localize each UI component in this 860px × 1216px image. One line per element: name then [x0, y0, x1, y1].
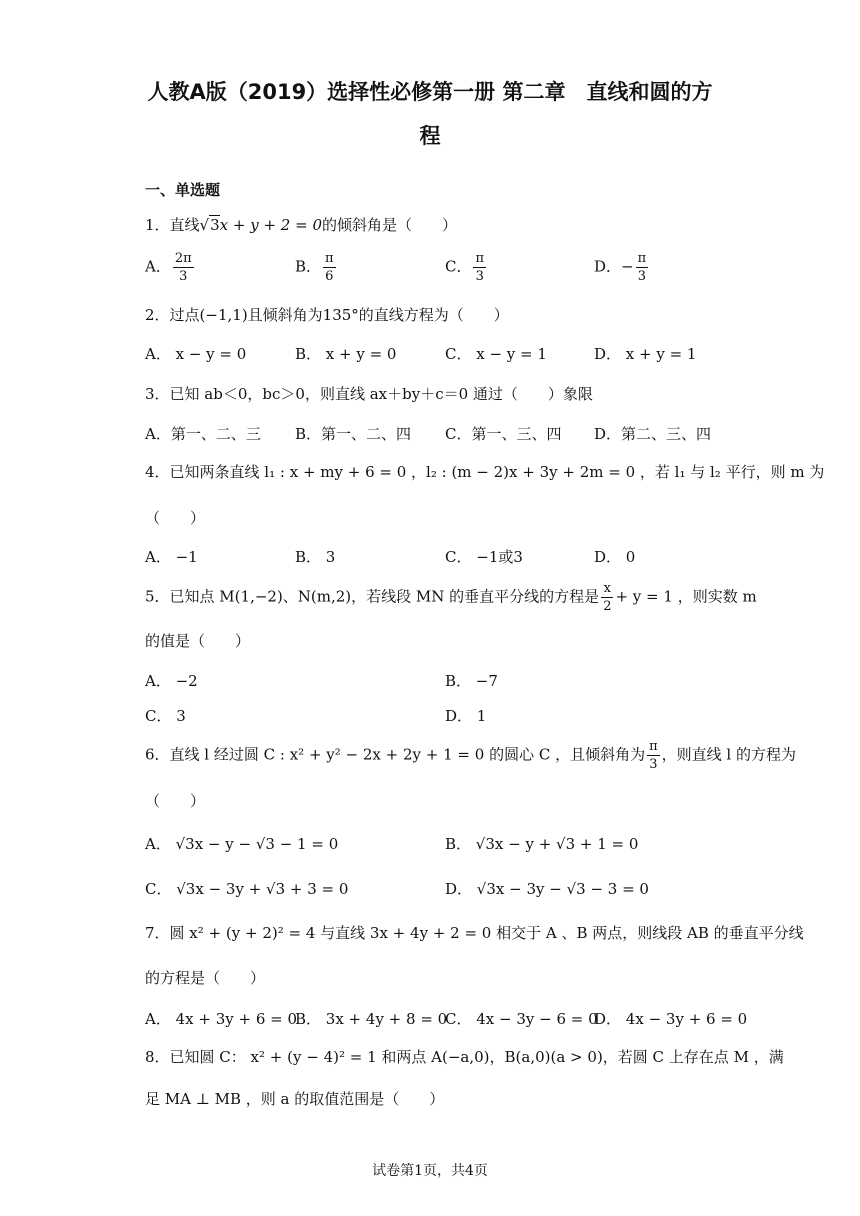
- q7-option-d[interactable]: D． 4x − 3y + 6 = 0: [594, 1010, 748, 1028]
- q1-option-b[interactable]: B． $\frac{\pi}{6}$: [295, 251, 334, 284]
- question-1-stem: [145, 214, 457, 235]
- question-6-stem: 6．直线 l 经过圆 C : x² + y² − 2x + 2y + 1 = 0 的圆心 C ，且倾斜角为 $\frac{\pi}{3}$ ，则直线 l 的方程为: [145, 739, 796, 772]
- q1-pre: 1．直线: [145, 216, 200, 234]
- q6-option-d[interactable]: D． √3x − 3y − √3 − 3 = 0: [445, 880, 649, 898]
- q3-option-a[interactable]: A．第一、二、三: [145, 425, 261, 443]
- q2-option-d[interactable]: D． x + y = 1: [594, 345, 697, 363]
- q6-option-c[interactable]: C． √3x − 3y + √3 + 3 = 0: [145, 880, 349, 898]
- question-4-stem: 4．已知两条直线 l₁ : x + my + 6 = 0 ，l₂ : (m − 2)x + 3y + 2m = 0 ，若 l₁ 与 l₂ 平行，则 m 为: [145, 463, 825, 481]
- question-5-stem: 5．已知点 M(1,−2)、N(m,2)，若线段 MN 的垂直平分线的方程是 $\frac{x}{2}$ + y = 1 ，则实数 m: [145, 581, 757, 614]
- q3-option-d[interactable]: D．第二、三、四: [594, 425, 712, 443]
- q4-option-c[interactable]: C． −1或3: [445, 548, 523, 566]
- question-2-stem: 2．过点(−1,1)且倾斜角为135°的直线方程为（ ）: [145, 306, 509, 324]
- q4-option-d[interactable]: D． 0: [594, 548, 636, 566]
- section-heading: 一、单选题: [145, 181, 221, 199]
- q3-option-c[interactable]: C．第一、三、四: [445, 425, 562, 443]
- doc-title-line1: 人教A版（2019）选择性必修第一册 第二章 直线和圆的方: [147, 80, 713, 104]
- q1-option-d[interactable]: D．− $\frac{\pi}{3}$: [594, 251, 647, 284]
- q4-option-a[interactable]: A． −1: [145, 548, 198, 566]
- question-5-cont: 的值是（ ）: [145, 632, 251, 650]
- page-footer: 试卷第1页，共4页: [372, 1163, 488, 1179]
- q2-option-a[interactable]: A． x − y = 0: [145, 345, 247, 363]
- question-7-cont: 的方程是（ ）: [145, 969, 266, 987]
- q5-option-a[interactable]: A． −2: [145, 672, 198, 690]
- doc-title-line2: 程: [419, 124, 441, 148]
- q6-option-a[interactable]: A． √3x − y − √3 − 1 = 0: [145, 835, 339, 853]
- q5-option-d[interactable]: D． 1: [445, 707, 487, 725]
- question-4-cont: （ ）: [145, 509, 206, 527]
- q5-option-b[interactable]: B． −7: [445, 672, 498, 690]
- question-3-stem: 3．已知 ab＜0，bc＞0，则直线 ax＋by＋c＝0 通过（ ）象限: [145, 385, 593, 403]
- q7-option-c[interactable]: C． 4x − 3y − 6 = 0: [445, 1010, 598, 1028]
- q4-option-b[interactable]: B． 3: [295, 548, 336, 566]
- q1-option-a[interactable]: A． $\frac{2\pi}{3}$: [145, 251, 192, 284]
- q7-option-b[interactable]: B． 3x + 4y + 8 = 0: [295, 1010, 448, 1028]
- q6-option-b[interactable]: B． √3x − y + √3 + 1 = 0: [445, 835, 639, 853]
- q2-option-c[interactable]: C． x − y = 1: [445, 345, 547, 363]
- q1-option-c[interactable]: C． $\frac{\pi}{3}$: [445, 251, 485, 284]
- q3-option-b[interactable]: B．第一、二、四: [295, 425, 412, 443]
- q1-radicand: 3: [210, 216, 220, 234]
- q1-sqrt-sign: √: [199, 216, 210, 234]
- question-6-cont: （ ）: [145, 792, 206, 810]
- q1-post: 的倾斜角是（ ）: [322, 216, 458, 234]
- question-7-stem: 7．圆 x² + (y + 2)² = 4 与直线 3x + 4y + 2 = 0 相交于 A 、B 两点，则线段 AB 的垂直平分线: [145, 924, 804, 942]
- question-8-stem: 8．已知圆 C： x² + (y − 4)² = 1 和两点 A(−a,0)，B(a,0)(a > 0)，若圆 C 上存在点 M ，满: [145, 1048, 784, 1066]
- q7-option-a[interactable]: A． 4x + 3y + 6 = 0: [145, 1010, 298, 1028]
- q2-option-b[interactable]: B． x + y = 0: [295, 345, 397, 363]
- question-8-cont: 足 MA ⊥ MB ，则 a 的取值范围是（ ）: [145, 1090, 445, 1108]
- q1-equation: x + y + 2 = 0: [219, 216, 322, 234]
- q5-option-c[interactable]: C． 3: [145, 707, 186, 725]
